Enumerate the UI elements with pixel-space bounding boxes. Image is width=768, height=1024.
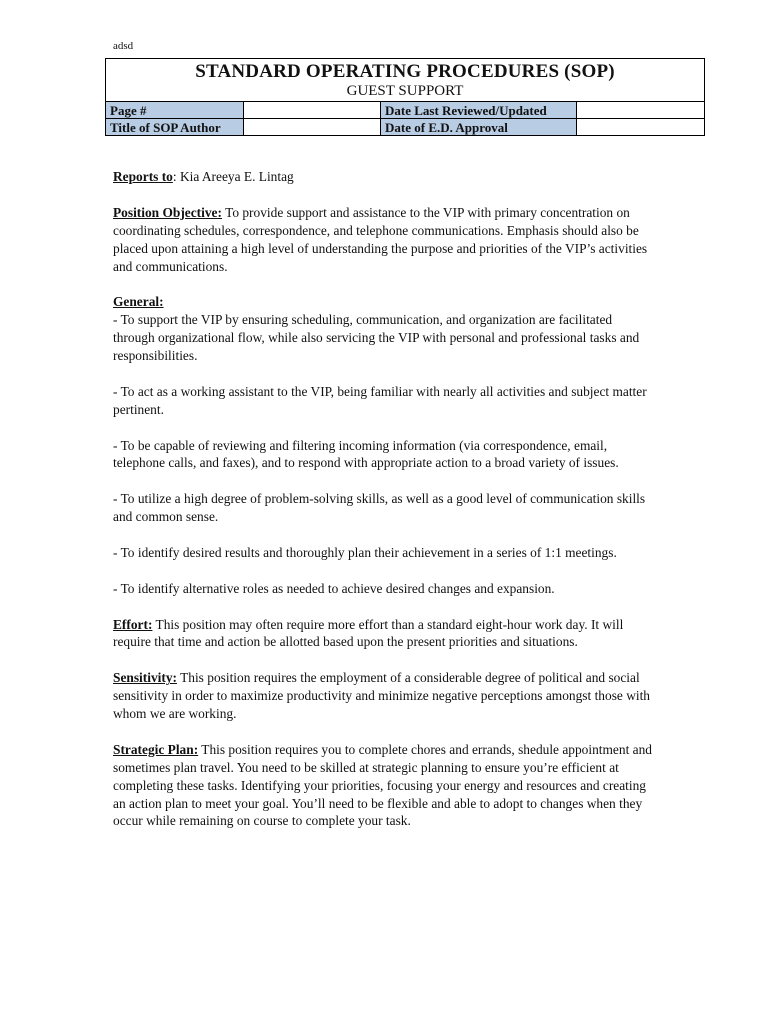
sensitivity-text: This position requires the employment of a considerable degree of political and social sensitivity in order to maximize productivity and minimize negative perceptions amongst those with whom we are working. — [113, 670, 650, 722]
strategic-plan-section — [113, 741, 653, 831]
general-item: - To support the VIP by ensuring scheduling, communication, and organization are facilitated through organizational flow, while also servicing the VIP with personal and professional tasks and responsibilities. — [113, 312, 640, 364]
position-objective-section — [113, 204, 653, 276]
general-item: - To act as a working assistant to the VIP, being familiar with nearly all activities and subject matter pertinent. — [113, 383, 647, 417]
sop-subtitle: GUEST SUPPORT — [346, 82, 464, 99]
header-note: adsd — [113, 40, 134, 52]
general-item: - To utilize a high degree of problem-solving skills, as well as a good level of communication skills and common sense. — [113, 491, 646, 525]
effort-section — [113, 616, 653, 652]
effort-text: This position may often require more effort than a standard eight-hour work day. It will require that time and action be allotted based upon the present priorities and situations. — [113, 616, 624, 650]
approval-date-value — [577, 119, 705, 136]
sop-title: STANDARD OPERATING PROCEDURES (SOP) — [195, 61, 615, 82]
effort-heading: Effort: — [113, 616, 153, 632]
reports-to-text: : Kia Areeya E. Lintag — [172, 169, 294, 184]
general-item: - To identify alternative roles as needed to achieve desired changes and expansion. — [113, 580, 555, 596]
sensitivity-section — [113, 669, 653, 723]
general-item: - To identify desired results and thoroughly plan their achievement in a series of 1:1 meetings. — [113, 544, 617, 560]
document-body — [113, 168, 653, 848]
sensitivity-heading: Sensitivity: — [113, 670, 177, 686]
sop-title-cell — [106, 59, 705, 102]
page-number-value — [244, 102, 381, 119]
position-objective-text: To provide support and assistance to the VIP with primary concentration on coordinating schedules, correspondence, and telephone communications. Emphasis should also be placed upon attaining a high level of understanding the purpose and priorities of the VIP’s activities and communications. — [113, 204, 648, 274]
general-heading-line — [113, 293, 653, 311]
sop-author-value — [244, 119, 381, 136]
strategic-plan-heading: Strategic Plan: — [113, 741, 199, 757]
reports-to-heading: Reports to — [113, 169, 173, 184]
sop-header-table — [105, 58, 705, 136]
page-number-label: Page # — [106, 102, 244, 119]
strategic-plan-text: This position requires you to complete chores and errands, shedule appointment and sometimes plan travel. You need to be skilled at strategic planning to ensure you’re efficient at completing these tasks. Identifying your priorities, focusing your energy and resources and creating an action plan to meet your goal. You’ll need to be flexible and able to adopt to changes when they occur while remaining on course to complete your task. — [113, 741, 652, 829]
approval-date-label: Date of E.D. Approval — [381, 119, 577, 136]
reports-to-section — [113, 168, 653, 186]
position-objective-heading: Position Objective: — [113, 204, 222, 220]
general-item: - To be capable of reviewing and filtering incoming information (via correspondence, email, telephone calls, and faxes), and to respond with appropriate action to a broad variety of issues. — [113, 437, 619, 471]
sop-author-label: Title of SOP Author — [106, 119, 244, 136]
date-reviewed-label: Date Last Reviewed/Updated — [381, 102, 577, 119]
general-heading: General: — [113, 294, 164, 310]
date-reviewed-value — [577, 102, 705, 119]
